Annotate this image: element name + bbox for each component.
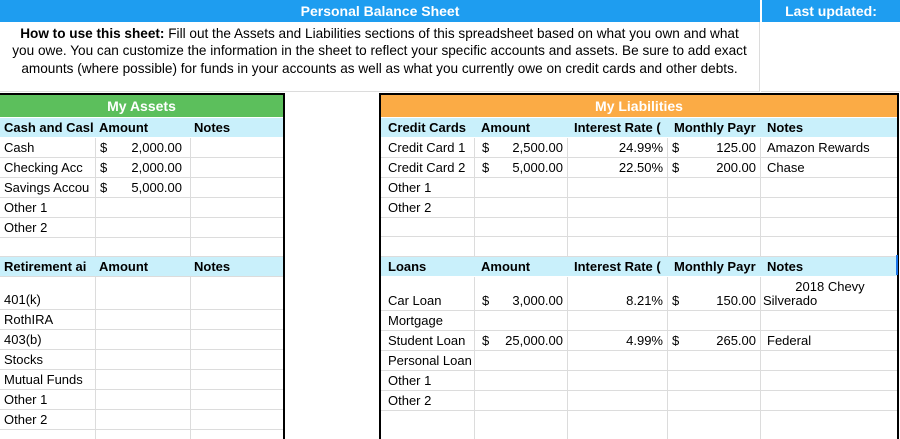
credit-card-row-notes[interactable]: Amazon Rewards <box>767 140 870 155</box>
title-bar <box>0 0 760 22</box>
grid-hline <box>0 276 283 277</box>
loan-header-4[interactable]: Notes <box>767 259 804 274</box>
grid-hline <box>381 217 897 218</box>
last-updated-value[interactable] <box>761 22 900 92</box>
cash-row-amount[interactable]: 2,000.00 <box>131 160 182 175</box>
instructions-lead: How to use this sheet: <box>20 26 165 41</box>
loan-row-currency: $ <box>482 293 490 308</box>
loan-row-notes-line1[interactable]: 2018 Chevy <box>795 279 865 294</box>
credit-card-header-1[interactable]: Amount <box>481 120 531 135</box>
retirement-row-name[interactable]: 401(k) <box>4 292 41 307</box>
credit-card-header-4[interactable]: Notes <box>767 120 804 135</box>
loan-row-currency: $ <box>482 333 490 348</box>
credit-card-row-name[interactable]: Other 1 <box>388 180 432 195</box>
loan-row-name[interactable]: Other 1 <box>388 373 432 388</box>
cash-header-2[interactable]: Notes <box>194 120 231 135</box>
grid-hline <box>381 236 897 237</box>
grid-vline <box>760 277 761 439</box>
credit-card-row-amount[interactable]: 2,500.00 <box>512 140 563 155</box>
cash-row-name[interactable]: Cash <box>4 140 35 155</box>
cash-row-currency: $ <box>100 160 108 175</box>
cash-row-amount[interactable]: 5,000.00 <box>131 180 182 195</box>
loan-row-amount[interactable]: 3,000.00 <box>512 293 563 308</box>
credit-card-row-rate[interactable]: 22.50% <box>618 160 663 175</box>
liabilities-title: My Liabilities <box>381 95 897 117</box>
loan-row-payment[interactable]: 265.00 <box>716 333 756 348</box>
instructions-cell[interactable] <box>0 22 760 92</box>
credit-card-row-currency: $ <box>482 160 490 175</box>
grid-vline <box>567 277 568 439</box>
credit-card-row-name[interactable]: Other 2 <box>388 200 432 215</box>
grid-vline <box>567 138 568 256</box>
retirement-header-0[interactable]: Retirement ai <box>4 259 87 274</box>
grid-vline <box>667 138 668 256</box>
retirement-row-name[interactable]: RothIRA <box>4 312 54 327</box>
credit-card-header-2[interactable]: Interest Rate ( <box>574 120 661 135</box>
cash-row-name[interactable]: Savings Accou <box>4 180 90 195</box>
credit-card-header-3[interactable]: Monthly Payr <box>674 120 756 135</box>
last-updated-label: Last updated: <box>785 3 877 19</box>
loan-row-name[interactable]: Personal Loan <box>388 353 472 368</box>
loan-row-rate[interactable]: 8.21% <box>626 293 663 308</box>
retirement-row-name[interactable]: Other 1 <box>4 392 48 407</box>
credit-card-row-amount[interactable]: 5,000.00 <box>512 160 563 175</box>
loan-row-notes-line2[interactable]: Silverado <box>763 293 818 308</box>
grid-vline <box>474 138 475 256</box>
loan-header-0[interactable]: Loans <box>388 259 427 274</box>
page-title: Personal Balance Sheet <box>300 3 460 19</box>
cash-row-currency: $ <box>100 140 108 155</box>
grid-vline <box>190 138 191 256</box>
cash-header-0[interactable]: Cash and Casl <box>4 120 94 135</box>
grid-vline <box>474 277 475 439</box>
retirement-row-name[interactable]: Stocks <box>4 352 44 367</box>
retirement-header-2[interactable]: Notes <box>194 259 231 274</box>
loan-header-3[interactable]: Monthly Payr <box>674 259 756 274</box>
grid-vline <box>667 277 668 439</box>
credit-card-row-currency: $ <box>482 140 490 155</box>
grid-vline <box>190 277 191 439</box>
loan-header-1[interactable]: Amount <box>481 259 531 274</box>
cash-row-name[interactable]: Other 1 <box>4 200 48 215</box>
loan-row-rate[interactable]: 4.99% <box>626 333 663 348</box>
loan-row-notes[interactable]: Federal <box>767 333 812 348</box>
credit-card-row-payment[interactable]: 125.00 <box>716 140 756 155</box>
credit-card-row-payment-currency: $ <box>672 160 680 175</box>
cash-row-currency: $ <box>100 180 108 195</box>
credit-card-row-payment-currency: $ <box>672 140 680 155</box>
cash-row-name[interactable]: Checking Acc <box>4 160 83 175</box>
last-updated-cell[interactable] <box>762 0 900 22</box>
loan-row-name[interactable]: Other 2 <box>388 393 432 408</box>
credit-card-row-rate[interactable]: 24.99% <box>618 140 663 155</box>
credit-card-row-name[interactable]: Credit Card 2 <box>388 160 466 175</box>
credit-card-row-payment[interactable]: 200.00 <box>716 160 756 175</box>
retirement-row-name[interactable]: Mutual Funds <box>4 372 83 387</box>
loan-row-payment-currency: $ <box>672 293 680 308</box>
instructions-body: Fill out the Assets and Liabilities sections of this spreadsheet based on what you own and what you owe. You can customize the information in the sheet to reflect your specific accounts and assets. Be sure to add exact amounts (where possible) for funds in your accounts as well as what you currently owe on credit cards and other debts. <box>12 26 747 76</box>
loan-header-2[interactable]: Interest Rate ( <box>574 259 661 274</box>
credit-card-row-notes[interactable]: Chase <box>767 160 805 175</box>
retirement-row-name[interactable]: Other 2 <box>4 412 48 427</box>
cash-header-1[interactable]: Amount <box>99 120 149 135</box>
grid-vline <box>95 138 96 256</box>
selection-marker <box>896 255 898 275</box>
grid-vline <box>95 277 96 439</box>
grid-vline <box>760 138 761 256</box>
credit-card-header-0[interactable]: Credit Cards <box>388 120 467 135</box>
assets-title: My Assets <box>0 95 283 117</box>
loan-row-name[interactable]: Student Loan <box>388 333 466 348</box>
cash-row-amount[interactable]: 2,000.00 <box>131 140 182 155</box>
cash-row-name[interactable]: Other 2 <box>4 220 48 235</box>
loan-row-payment[interactable]: 150.00 <box>716 293 756 308</box>
credit-card-row-name[interactable]: Credit Card 1 <box>388 140 466 155</box>
loan-row-amount[interactable]: 25,000.00 <box>505 333 563 348</box>
grid-hline <box>381 410 897 411</box>
grid-hline <box>0 237 283 238</box>
retirement-row-name[interactable]: 403(b) <box>4 332 42 347</box>
retirement-header-1[interactable]: Amount <box>99 259 149 274</box>
loan-row-name[interactable]: Car Loan <box>388 293 442 308</box>
loan-row-payment-currency: $ <box>672 333 680 348</box>
loan-row-name[interactable]: Mortgage <box>388 313 443 328</box>
grid-hline <box>0 429 283 430</box>
